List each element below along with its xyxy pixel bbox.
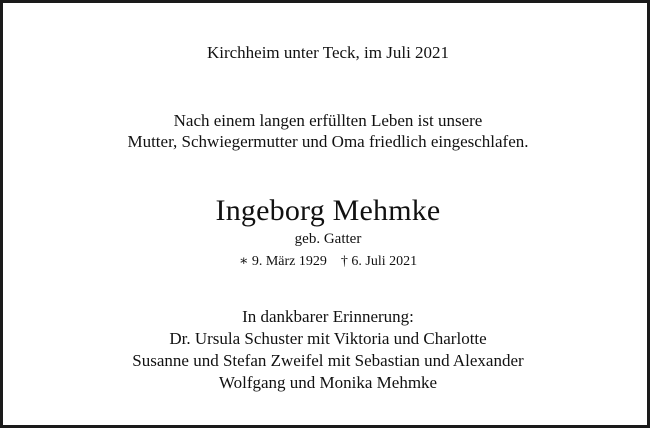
mourner-line: Dr. Ursula Schuster mit Viktoria und Charlotte <box>169 329 487 348</box>
mourner-line: Susanne und Stefan Zweifel mit Sebastian und Alexander <box>132 351 524 370</box>
mourner-line: Wolfgang und Monika Mehmke <box>218 373 438 392</box>
deceased-name: Ingeborg Mehmke <box>215 194 441 227</box>
place-date: Kirchheim unter Teck, im Juli 2021 <box>206 43 450 62</box>
death-date: † 6. Juli 2021 <box>340 254 418 269</box>
thanks-heading: In dankbarer Erinnerung: <box>242 307 414 326</box>
intro-text-line-1: Nach einem langen erfüllten Leben ist unsere <box>173 111 483 130</box>
birth-date: ∗ 9. März 1929 <box>238 254 327 269</box>
maiden-name: geb. Gatter <box>294 231 362 247</box>
intro-text-line-2: Mutter, Schwiegermutter und Oma friedlich eingeschlafen. <box>127 132 529 151</box>
life-dates <box>3 253 650 270</box>
